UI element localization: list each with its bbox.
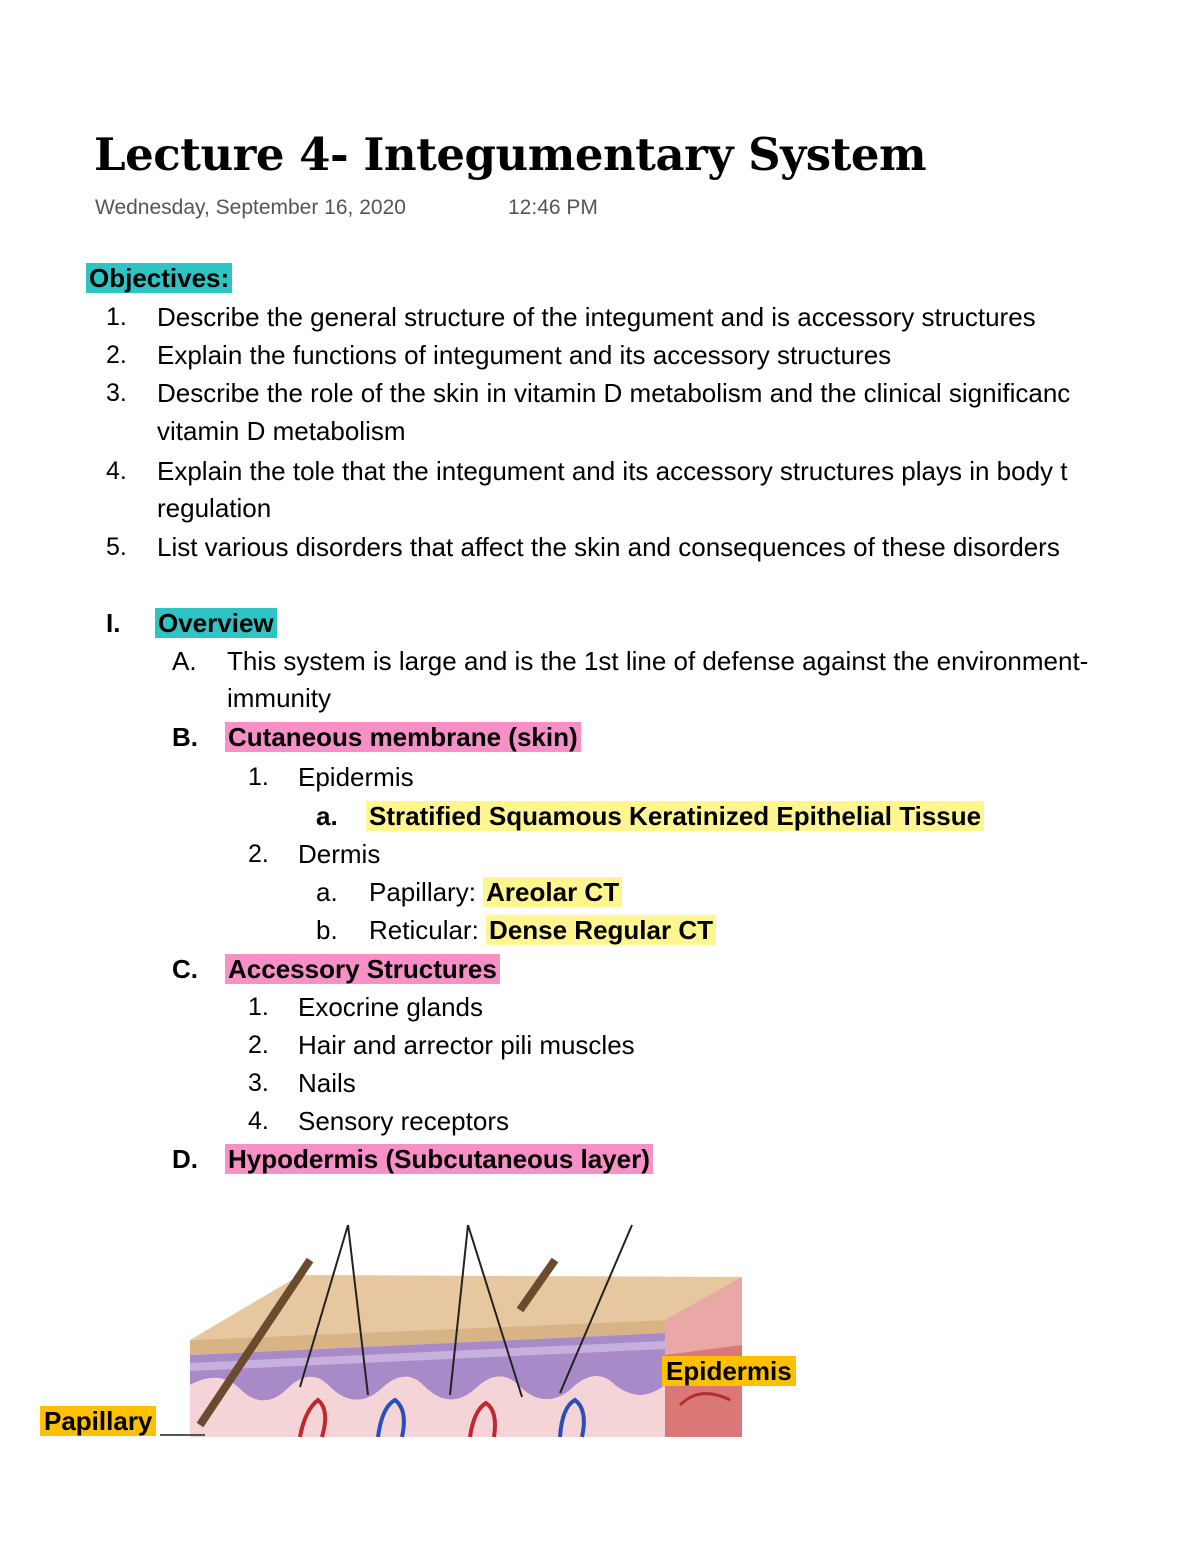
item-c-heading: [225, 952, 500, 986]
objective-4-text-line2: regulation: [157, 493, 272, 523]
objective-4-number: 4.: [106, 457, 127, 485]
objective-1-number: 1.: [106, 303, 127, 331]
objective-3-text-line1: Describe the role of the skin in vitamin D metabolism and the clinical significanc: [157, 378, 1071, 408]
epidermis-tissue-text: Stratified Squamous Keratinized Epithelial Tissue: [366, 801, 984, 831]
papillary-diagram-label-text: Papillary: [40, 1406, 156, 1436]
epidermis-sub-item: [366, 799, 984, 833]
page-title: Lecture 4- Integumentary System: [94, 128, 927, 181]
item-d-heading: [225, 1142, 653, 1176]
epidermis-diagram-label-text: Epidermis: [662, 1356, 796, 1386]
accessory-1-text: Exocrine glands: [298, 992, 483, 1022]
papillary-item: [369, 875, 622, 909]
note-time: 12:46 PM: [508, 196, 598, 219]
papillary-prefix: Papillary:: [369, 877, 484, 907]
accessory-2-number: 2.: [248, 1031, 269, 1059]
papillary-diagram-label: [40, 1404, 156, 1438]
item-c-label: C.: [172, 954, 198, 984]
accessory-3-text: Nails: [298, 1068, 356, 1098]
reticular-item: [369, 913, 716, 947]
papillary-label: a.: [316, 877, 338, 907]
accessory-4-number: 4.: [248, 1107, 269, 1135]
item-d-label: D.: [172, 1144, 198, 1174]
item-a-label: A.: [172, 646, 197, 676]
item-b-heading: [225, 720, 581, 754]
objective-5-text: List various disorders that affect the skin and consequences of these disorders: [157, 532, 1060, 562]
objective-2-number: 2.: [106, 341, 127, 369]
item-b-label: B.: [172, 722, 198, 752]
accessory-4-text: Sensory receptors: [298, 1106, 509, 1136]
dermis-text: Dermis: [298, 839, 381, 869]
papillary-tissue-text: Areolar CT: [483, 877, 622, 907]
outline-roman-numeral: I.: [106, 608, 121, 638]
accessory-1-number: 1.: [248, 993, 269, 1021]
dermis-number: 2.: [248, 840, 269, 868]
epidermis-diagram-label: [662, 1354, 796, 1388]
objective-3-text-line2: vitamin D metabolism: [157, 416, 406, 446]
item-c-heading-text: Accessory Structures: [225, 954, 500, 984]
reticular-tissue-text: Dense Regular CT: [486, 915, 716, 945]
objective-1-text: Describe the general structure of the integument and is accessory structures: [157, 302, 1036, 332]
objective-4-text-line1: Explain the tole that the integument and its accessory structures plays in body t: [157, 456, 1068, 486]
epidermis-text: Epidermis: [298, 762, 414, 792]
accessory-3-number: 3.: [248, 1069, 269, 1097]
overview-heading-text: Overview: [155, 608, 277, 638]
item-b-heading-text: Cutaneous membrane (skin): [225, 722, 581, 752]
reticular-label: b.: [316, 915, 338, 945]
reticular-prefix: Reticular:: [369, 915, 487, 945]
objectives-heading: [86, 261, 232, 295]
item-a-text-line2: immunity: [227, 683, 332, 713]
objectives-heading-text: Objectives:: [86, 263, 232, 293]
item-d-heading-text: Hypodermis (Subcutaneous layer): [225, 1144, 653, 1174]
note-date: Wednesday, September 16, 2020: [95, 196, 406, 219]
objective-5-number: 5.: [106, 533, 127, 561]
accessory-2-text: Hair and arrector pili muscles: [298, 1030, 635, 1060]
objective-3-number: 3.: [106, 379, 127, 407]
item-a-text-line1: This system is large and is the 1st line of defense against the environment-: [227, 646, 1089, 676]
epidermis-sub-label: a.: [316, 801, 338, 831]
objective-2-text: Explain the functions of integument and its accessory structures: [157, 340, 892, 370]
epidermis-number: 1.: [248, 763, 269, 791]
overview-heading: [155, 606, 277, 640]
